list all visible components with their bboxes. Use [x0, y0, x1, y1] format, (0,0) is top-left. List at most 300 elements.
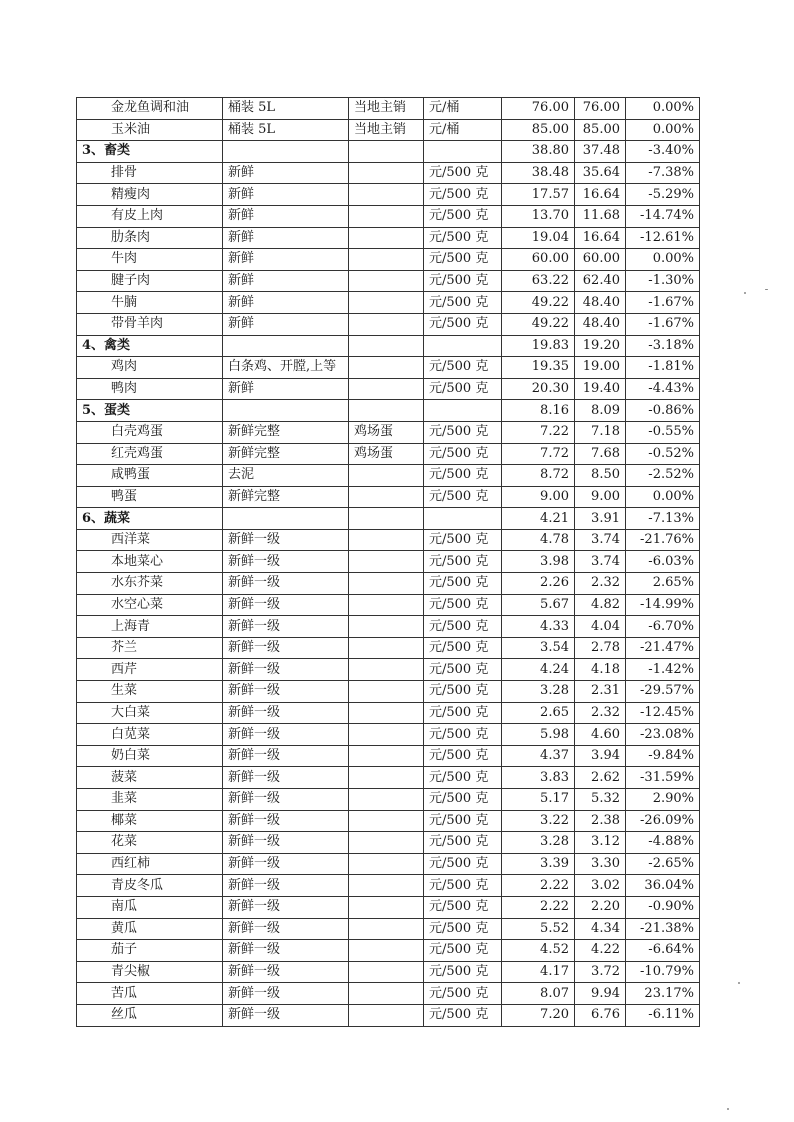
- current-price: 5.32: [575, 789, 626, 811]
- item-spec: 新鲜一级: [223, 1004, 349, 1026]
- table-row: [77, 637, 700, 659]
- item-spec: 新鲜一级: [223, 616, 349, 638]
- item-name: 茄子: [77, 940, 223, 962]
- item-note: [349, 681, 424, 703]
- scan-speck: [738, 982, 740, 984]
- current-price: 16.64: [575, 184, 626, 206]
- current-price: 35.64: [575, 162, 626, 184]
- item-name: 6、蔬菜: [77, 508, 223, 530]
- item-unit: 元/500 克: [424, 875, 502, 897]
- table-row: [77, 98, 700, 120]
- item-unit: 元/500 克: [424, 313, 502, 335]
- item-spec: 新鲜: [223, 227, 349, 249]
- table-row: [77, 810, 700, 832]
- previous-price: 3.83: [502, 767, 575, 789]
- current-price: 3.74: [575, 529, 626, 551]
- table-row: [77, 443, 700, 465]
- item-note: [349, 724, 424, 746]
- previous-price: 38.80: [502, 141, 575, 163]
- item-name: 生菜: [77, 681, 223, 703]
- price-change: -9.84%: [626, 745, 700, 767]
- item-spec: 新鲜: [223, 378, 349, 400]
- previous-price: 2.65: [502, 702, 575, 724]
- item-note: [349, 270, 424, 292]
- item-spec: 新鲜: [223, 270, 349, 292]
- price-change: -31.59%: [626, 767, 700, 789]
- item-spec: 新鲜: [223, 313, 349, 335]
- price-change: -12.61%: [626, 227, 700, 249]
- current-price: 16.64: [575, 227, 626, 249]
- current-price: 8.50: [575, 465, 626, 487]
- previous-price: 2.22: [502, 896, 575, 918]
- previous-price: 5.17: [502, 789, 575, 811]
- previous-price: 3.28: [502, 832, 575, 854]
- item-unit: 元/500 克: [424, 637, 502, 659]
- item-note: [349, 961, 424, 983]
- table-row: [77, 745, 700, 767]
- table-row: [77, 378, 700, 400]
- item-note: [349, 313, 424, 335]
- current-price: 2.31: [575, 681, 626, 703]
- previous-price: 3.54: [502, 637, 575, 659]
- item-spec: 新鲜一级: [223, 832, 349, 854]
- item-spec: 新鲜一级: [223, 896, 349, 918]
- item-unit: [424, 400, 502, 422]
- price-change: -3.18%: [626, 335, 700, 357]
- table-row: [77, 162, 700, 184]
- item-name: 鸡肉: [77, 357, 223, 379]
- current-price: 9.94: [575, 983, 626, 1005]
- item-unit: 元/500 克: [424, 767, 502, 789]
- price-change: -0.55%: [626, 421, 700, 443]
- item-name: 苦瓜: [77, 983, 223, 1005]
- item-name: 白壳鸡蛋: [77, 421, 223, 443]
- item-spec: [223, 400, 349, 422]
- table-row: [77, 486, 700, 508]
- item-unit: 元/桶: [424, 119, 502, 141]
- item-name: 牛肉: [77, 249, 223, 271]
- price-change: -21.38%: [626, 918, 700, 940]
- item-spec: 桶装 5L: [223, 119, 349, 141]
- item-note: [349, 767, 424, 789]
- item-note: [349, 616, 424, 638]
- price-change: -0.90%: [626, 896, 700, 918]
- previous-price: 4.78: [502, 529, 575, 551]
- price-change: 2.65%: [626, 573, 700, 595]
- item-note: [349, 789, 424, 811]
- current-price: 2.78: [575, 637, 626, 659]
- item-unit: 元/500 克: [424, 745, 502, 767]
- item-spec: 白条鸡、开膛,上等: [223, 357, 349, 379]
- item-unit: 元/500 克: [424, 205, 502, 227]
- price-change: -21.47%: [626, 637, 700, 659]
- current-price: 19.20: [575, 335, 626, 357]
- item-name: 大白菜: [77, 702, 223, 724]
- price-change: 23.17%: [626, 983, 700, 1005]
- current-price: 2.38: [575, 810, 626, 832]
- price-change: 0.00%: [626, 486, 700, 508]
- current-price: 3.30: [575, 853, 626, 875]
- item-name: 排骨: [77, 162, 223, 184]
- item-name: 青尖椒: [77, 961, 223, 983]
- item-note: [349, 249, 424, 271]
- item-note: [349, 529, 424, 551]
- previous-price: 38.48: [502, 162, 575, 184]
- item-spec: 桶装 5L: [223, 98, 349, 120]
- table-row: [77, 659, 700, 681]
- item-spec: 新鲜一级: [223, 810, 349, 832]
- previous-price: 7.20: [502, 1004, 575, 1026]
- item-name: 南瓜: [77, 896, 223, 918]
- current-price: 62.40: [575, 270, 626, 292]
- item-unit: 元/500 克: [424, 918, 502, 940]
- current-price: 19.40: [575, 378, 626, 400]
- table-row: [77, 594, 700, 616]
- current-price: 7.18: [575, 421, 626, 443]
- item-name: 丝瓜: [77, 1004, 223, 1026]
- scan-speck: [727, 1108, 729, 1110]
- previous-price: 7.72: [502, 443, 575, 465]
- item-spec: 新鲜一级: [223, 918, 349, 940]
- previous-price: 19.83: [502, 335, 575, 357]
- table-row: [77, 681, 700, 703]
- item-note: [349, 335, 424, 357]
- item-name: 水东芥菜: [77, 573, 223, 595]
- item-name: 奶白菜: [77, 745, 223, 767]
- item-unit: 元/500 克: [424, 573, 502, 595]
- table-row: [77, 918, 700, 940]
- table-row: [77, 529, 700, 551]
- item-note: [349, 659, 424, 681]
- previous-price: 5.52: [502, 918, 575, 940]
- item-name: 精瘦肉: [77, 184, 223, 206]
- current-price: 4.18: [575, 659, 626, 681]
- item-note: [349, 940, 424, 962]
- item-unit: 元/500 克: [424, 357, 502, 379]
- item-spec: [223, 508, 349, 530]
- item-note: [349, 983, 424, 1005]
- table-row: [77, 227, 700, 249]
- item-unit: 元/500 克: [424, 378, 502, 400]
- previous-price: 7.22: [502, 421, 575, 443]
- item-unit: 元/500 克: [424, 270, 502, 292]
- item-note: [349, 810, 424, 832]
- item-unit: 元/500 克: [424, 681, 502, 703]
- table-row: [77, 702, 700, 724]
- previous-price: 3.98: [502, 551, 575, 573]
- table-row: [77, 551, 700, 573]
- item-note: [349, 573, 424, 595]
- item-spec: 新鲜: [223, 249, 349, 271]
- item-note: [349, 141, 424, 163]
- previous-price: 8.07: [502, 983, 575, 1005]
- price-change: 0.00%: [626, 98, 700, 120]
- table-body: [77, 98, 700, 1027]
- item-name: 有皮上肉: [77, 205, 223, 227]
- price-change: -0.52%: [626, 443, 700, 465]
- item-name: 咸鸭蛋: [77, 465, 223, 487]
- item-name: 西芹: [77, 659, 223, 681]
- current-price: 2.62: [575, 767, 626, 789]
- item-unit: 元/500 克: [424, 659, 502, 681]
- item-spec: [223, 141, 349, 163]
- item-note: [349, 184, 424, 206]
- item-spec: 新鲜: [223, 184, 349, 206]
- item-name: 鸭肉: [77, 378, 223, 400]
- price-change: -10.79%: [626, 961, 700, 983]
- item-unit: 元/500 克: [424, 443, 502, 465]
- item-note: [349, 832, 424, 854]
- previous-price: 4.52: [502, 940, 575, 962]
- previous-price: 8.16: [502, 400, 575, 422]
- item-name: 红壳鸡蛋: [77, 443, 223, 465]
- item-note: [349, 1004, 424, 1026]
- previous-price: 76.00: [502, 98, 575, 120]
- item-note: [349, 637, 424, 659]
- current-price: 60.00: [575, 249, 626, 271]
- item-unit: 元/500 克: [424, 227, 502, 249]
- price-change: -7.13%: [626, 508, 700, 530]
- table-row: [77, 767, 700, 789]
- item-note: [349, 875, 424, 897]
- table-row: [77, 270, 700, 292]
- item-unit: 元/500 克: [424, 1004, 502, 1026]
- price-change: -3.40%: [626, 141, 700, 163]
- item-spec: 新鲜一级: [223, 940, 349, 962]
- item-unit: 元/500 克: [424, 292, 502, 314]
- price-change: -6.11%: [626, 1004, 700, 1026]
- item-note: [349, 551, 424, 573]
- previous-price: 63.22: [502, 270, 575, 292]
- price-change: -21.76%: [626, 529, 700, 551]
- item-name: 西红柿: [77, 853, 223, 875]
- item-name: 鸭蛋: [77, 486, 223, 508]
- current-price: 6.76: [575, 1004, 626, 1026]
- current-price: 3.74: [575, 551, 626, 573]
- item-name: 芥兰: [77, 637, 223, 659]
- current-price: 85.00: [575, 119, 626, 141]
- item-spec: 新鲜一级: [223, 681, 349, 703]
- price-change: 36.04%: [626, 875, 700, 897]
- item-spec: 新鲜完整: [223, 421, 349, 443]
- item-note: [349, 465, 424, 487]
- item-unit: 元/500 克: [424, 896, 502, 918]
- price-change: -6.70%: [626, 616, 700, 638]
- price-change: -1.67%: [626, 292, 700, 314]
- item-unit: 元/500 克: [424, 421, 502, 443]
- item-unit: [424, 508, 502, 530]
- current-price: 76.00: [575, 98, 626, 120]
- item-spec: 新鲜: [223, 162, 349, 184]
- table-row: [77, 421, 700, 443]
- price-change: -1.42%: [626, 659, 700, 681]
- previous-price: 4.24: [502, 659, 575, 681]
- previous-price: 85.00: [502, 119, 575, 141]
- item-name: 菠菜: [77, 767, 223, 789]
- table-row: [77, 789, 700, 811]
- table-row: [77, 357, 700, 379]
- table-row: [77, 940, 700, 962]
- item-note: [349, 227, 424, 249]
- current-price: 2.32: [575, 702, 626, 724]
- price-change: -1.67%: [626, 313, 700, 335]
- item-name: 3、畜类: [77, 141, 223, 163]
- item-note: 鸡场蛋: [349, 421, 424, 443]
- item-note: [349, 400, 424, 422]
- current-price: 48.40: [575, 292, 626, 314]
- item-unit: 元/500 克: [424, 724, 502, 746]
- item-unit: [424, 335, 502, 357]
- item-note: [349, 896, 424, 918]
- item-spec: 新鲜一级: [223, 724, 349, 746]
- previous-price: 9.00: [502, 486, 575, 508]
- item-name: 花菜: [77, 832, 223, 854]
- price-change: -29.57%: [626, 681, 700, 703]
- current-price: 3.91: [575, 508, 626, 530]
- item-name: 椰菜: [77, 810, 223, 832]
- item-spec: 新鲜一级: [223, 789, 349, 811]
- item-unit: 元/500 克: [424, 940, 502, 962]
- item-unit: 元/500 克: [424, 162, 502, 184]
- item-note: [349, 853, 424, 875]
- item-note: [349, 745, 424, 767]
- price-change: -0.86%: [626, 400, 700, 422]
- item-name: 上海青: [77, 616, 223, 638]
- item-unit: 元/500 克: [424, 486, 502, 508]
- price-change: -14.99%: [626, 594, 700, 616]
- current-price: 3.12: [575, 832, 626, 854]
- price-change: 0.00%: [626, 249, 700, 271]
- price-change: -7.38%: [626, 162, 700, 184]
- item-spec: 新鲜一级: [223, 983, 349, 1005]
- item-note: [349, 508, 424, 530]
- item-unit: 元/500 克: [424, 594, 502, 616]
- item-name: 带骨羊肉: [77, 313, 223, 335]
- previous-price: 4.37: [502, 745, 575, 767]
- table-row: [77, 1004, 700, 1026]
- item-spec: 新鲜一级: [223, 853, 349, 875]
- previous-price: 5.67: [502, 594, 575, 616]
- current-price: 4.22: [575, 940, 626, 962]
- item-note: 鸡场蛋: [349, 443, 424, 465]
- item-spec: 新鲜一级: [223, 702, 349, 724]
- item-spec: 新鲜一级: [223, 875, 349, 897]
- previous-price: 4.21: [502, 508, 575, 530]
- item-unit: 元/500 克: [424, 184, 502, 206]
- item-spec: 新鲜: [223, 205, 349, 227]
- item-spec: 新鲜: [223, 292, 349, 314]
- previous-price: 60.00: [502, 249, 575, 271]
- item-name: 白苋菜: [77, 724, 223, 746]
- item-spec: 新鲜一级: [223, 767, 349, 789]
- item-unit: 元/500 克: [424, 853, 502, 875]
- table-row: [77, 313, 700, 335]
- previous-price: 17.57: [502, 184, 575, 206]
- table-row: [77, 616, 700, 638]
- previous-price: 3.39: [502, 853, 575, 875]
- item-note: [349, 205, 424, 227]
- scan-speck: [765, 289, 768, 290]
- item-name: 4、禽类: [77, 335, 223, 357]
- price-change: -14.74%: [626, 205, 700, 227]
- item-note: [349, 292, 424, 314]
- item-note: [349, 594, 424, 616]
- price-change: -4.43%: [626, 378, 700, 400]
- item-unit: 元/500 克: [424, 616, 502, 638]
- item-spec: [223, 335, 349, 357]
- category-row: [77, 508, 700, 530]
- previous-price: 19.04: [502, 227, 575, 249]
- item-spec: 新鲜一级: [223, 529, 349, 551]
- item-note: [349, 918, 424, 940]
- category-row: [77, 141, 700, 163]
- item-name: 牛腩: [77, 292, 223, 314]
- item-unit: 元/500 克: [424, 832, 502, 854]
- current-price: 2.20: [575, 896, 626, 918]
- item-spec: 去泥: [223, 465, 349, 487]
- item-note: [349, 162, 424, 184]
- item-spec: 新鲜完整: [223, 486, 349, 508]
- price-change: -5.29%: [626, 184, 700, 206]
- current-price: 3.02: [575, 875, 626, 897]
- item-unit: 元/500 克: [424, 529, 502, 551]
- item-name: 玉米油: [77, 119, 223, 141]
- current-price: 19.00: [575, 357, 626, 379]
- price-change: -1.30%: [626, 270, 700, 292]
- item-note: [349, 702, 424, 724]
- table-row: [77, 249, 700, 271]
- category-row: [77, 400, 700, 422]
- item-unit: 元/桶: [424, 98, 502, 120]
- current-price: 11.68: [575, 205, 626, 227]
- item-unit: [424, 141, 502, 163]
- previous-price: 49.22: [502, 292, 575, 314]
- current-price: 37.48: [575, 141, 626, 163]
- price-change: -2.52%: [626, 465, 700, 487]
- price-change: 0.00%: [626, 119, 700, 141]
- item-unit: 元/500 克: [424, 983, 502, 1005]
- previous-price: 2.26: [502, 573, 575, 595]
- item-spec: 新鲜完整: [223, 443, 349, 465]
- item-name: 腱子肉: [77, 270, 223, 292]
- table-row: [77, 205, 700, 227]
- category-row: [77, 335, 700, 357]
- price-change: 2.90%: [626, 789, 700, 811]
- table-row: [77, 896, 700, 918]
- item-note: 当地主销: [349, 98, 424, 120]
- table-row: [77, 184, 700, 206]
- table-row: [77, 832, 700, 854]
- current-price: 3.72: [575, 961, 626, 983]
- current-price: 48.40: [575, 313, 626, 335]
- item-spec: 新鲜一级: [223, 637, 349, 659]
- previous-price: 3.28: [502, 681, 575, 703]
- table-row: [77, 724, 700, 746]
- current-price: 8.09: [575, 400, 626, 422]
- item-name: 肋条肉: [77, 227, 223, 249]
- current-price: 4.04: [575, 616, 626, 638]
- item-note: [349, 357, 424, 379]
- item-unit: 元/500 克: [424, 810, 502, 832]
- table-row: [77, 119, 700, 141]
- item-unit: 元/500 克: [424, 702, 502, 724]
- previous-price: 4.33: [502, 616, 575, 638]
- table-row: [77, 961, 700, 983]
- item-spec: 新鲜一级: [223, 745, 349, 767]
- price-change: -1.81%: [626, 357, 700, 379]
- price-change: -12.45%: [626, 702, 700, 724]
- current-price: 9.00: [575, 486, 626, 508]
